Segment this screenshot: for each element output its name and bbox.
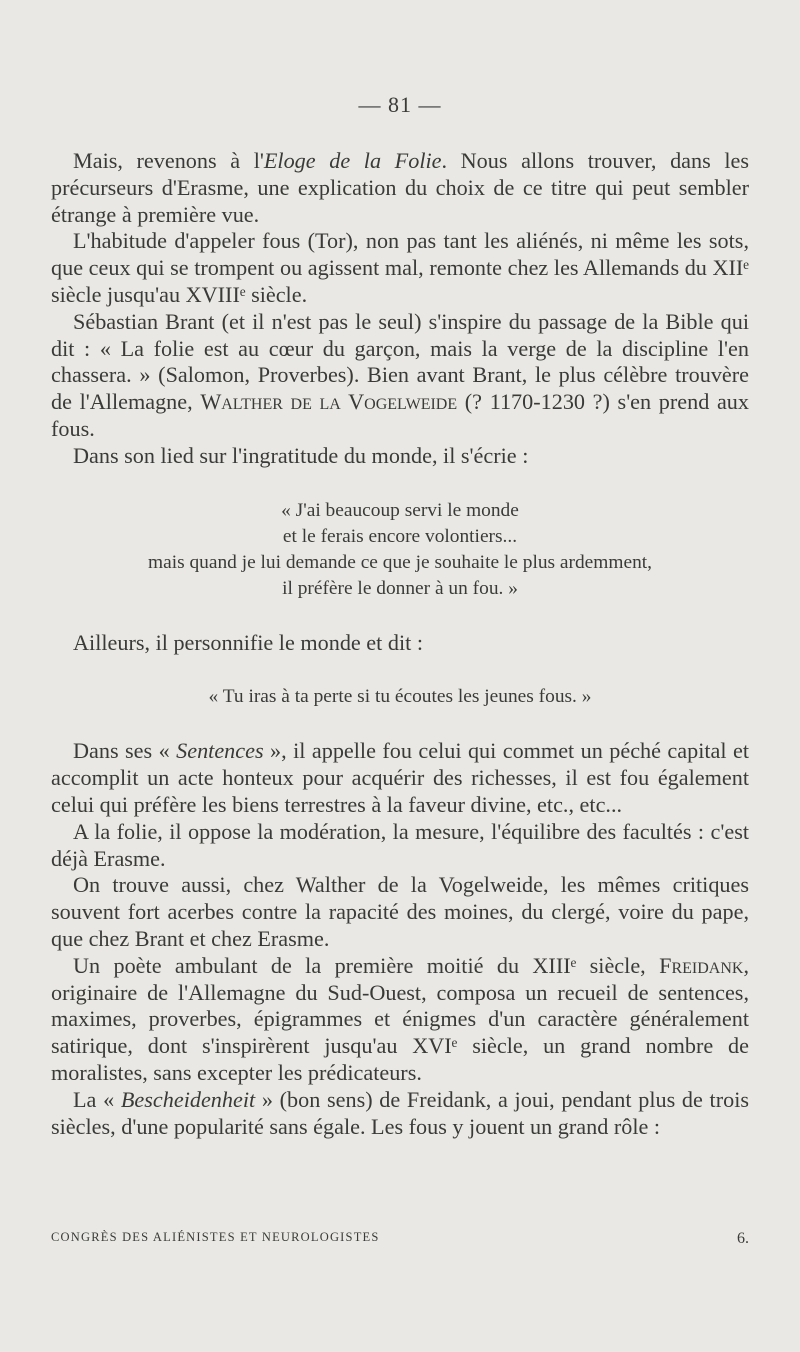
text-run: Sébastian Brant (et il n'est pas le seul) s'inspire du passage de la Bible qui dit : « La folie est au cœur du garçon, mais la verge de la discipline l'en chassera. » (Salomon, Proverbes). Bien avant Brant, le plus célèbre trouvère de l'Allemagne, <box>51 308 749 415</box>
text-run: », il appelle fou celui qui commet un péché capital et accomplit un acte honteux pour acquérir des richesses, il est fou également celui qui préfère les biens terrestres à la faveur divine, etc., etc... <box>51 738 750 817</box>
text-run: . Nous allons trouver, dans les précurseurs d'Erasme, une explication du choix de ce titre qui peut sembler étrange à première vue. <box>51 148 750 227</box>
body-text <box>51 148 749 1140</box>
page-footer <box>51 1230 749 1248</box>
paragraph-6 <box>51 738 749 818</box>
text-run: Un poète ambulant de la première moitié du XIIIᵉ siècle, <box>73 952 660 978</box>
author-name: Freidank <box>659 952 744 978</box>
italic-title: Bescheidenheit <box>120 1086 256 1112</box>
spacer <box>51 470 749 498</box>
spacer <box>51 710 749 738</box>
verse-line: et le ferais encore volontiers... <box>282 525 518 547</box>
paragraph-2: L'habitude d'appeler fous (Tor), non pas tant les aliénés, ni même les sots, que ceux qui se trompent ou agissent mal, remonte chez les Allemands du XIIᵉ siècle jusqu'au XVIIIᵉ siècle. <box>51 228 749 307</box>
spacer <box>51 656 749 684</box>
text-run: , originaire de l'Allemagne du Sud-Ouest, composa un recueil de sentences, maximes, proverbes, épigrammes et énigmes d'un caractère généralement satirique, dont s'inspirèrent jusqu'au XVIᵉ siècle, un grand nombre de moralistes, sans excepter les prédicateurs. <box>51 952 749 1085</box>
italic-title: Sentences <box>176 738 264 764</box>
paragraph-4: Dans son lied sur l'ingratitude du monde, il s'écrie : <box>73 442 529 468</box>
verse-line: mais quand je lui demande ce que je souhaite le plus ardemment, <box>148 551 652 573</box>
verse-line: il préfère le donner à un fou. » <box>282 577 518 599</box>
footer-publication: CONGRÈS DES ALIÉNISTES ET NEUROLOGISTES <box>51 1230 380 1244</box>
text-run: » (bon sens) de Freidank, a joui, pendant plus de trois siècles, d'une popularité sans égale. Les fous y jouent un grand rôle : <box>51 1086 749 1139</box>
paragraph-9 <box>51 953 749 1087</box>
paragraph-10 <box>51 1087 749 1141</box>
verse-line: « J'ai beaucoup servi le monde <box>281 499 519 521</box>
paragraph-3 <box>51 309 749 443</box>
text-run: Mais, revenons à l' <box>73 148 264 173</box>
footer-signature: 6. <box>737 1230 749 1247</box>
text-run: La « <box>73 1086 121 1112</box>
italic-title: Eloge de la Folie <box>263 148 442 173</box>
paragraph-5: Ailleurs, il personnifie le monde et dit : <box>73 629 423 655</box>
spacer <box>51 602 749 630</box>
text-run: (? 1170-1230 ?) s'en prend aux fous. <box>51 389 749 441</box>
verse-line: « Tu iras à ta perte si tu écoutes les jeunes fous. » <box>208 686 592 708</box>
paragraph-8: On trouve aussi, chez Walther de la Vogelweide, les mêmes critiques souvent fort acerbes contre la rapacité des moines, du clergé, voire du pape, que chez Brant et chez Erasme. <box>51 872 749 951</box>
page-number: — 81 — <box>358 92 442 117</box>
verse-quote-1 <box>51 498 749 602</box>
text-run: Dans ses « <box>73 738 177 764</box>
author-name: Walther de la Vogelweide <box>200 389 458 415</box>
paragraph-1 <box>51 148 749 228</box>
verse-quote-2 <box>51 684 749 710</box>
paragraph-7: A la folie, il oppose la modération, la mesure, l'équilibre des facultés : c'est déjà Erasme. <box>51 818 749 871</box>
